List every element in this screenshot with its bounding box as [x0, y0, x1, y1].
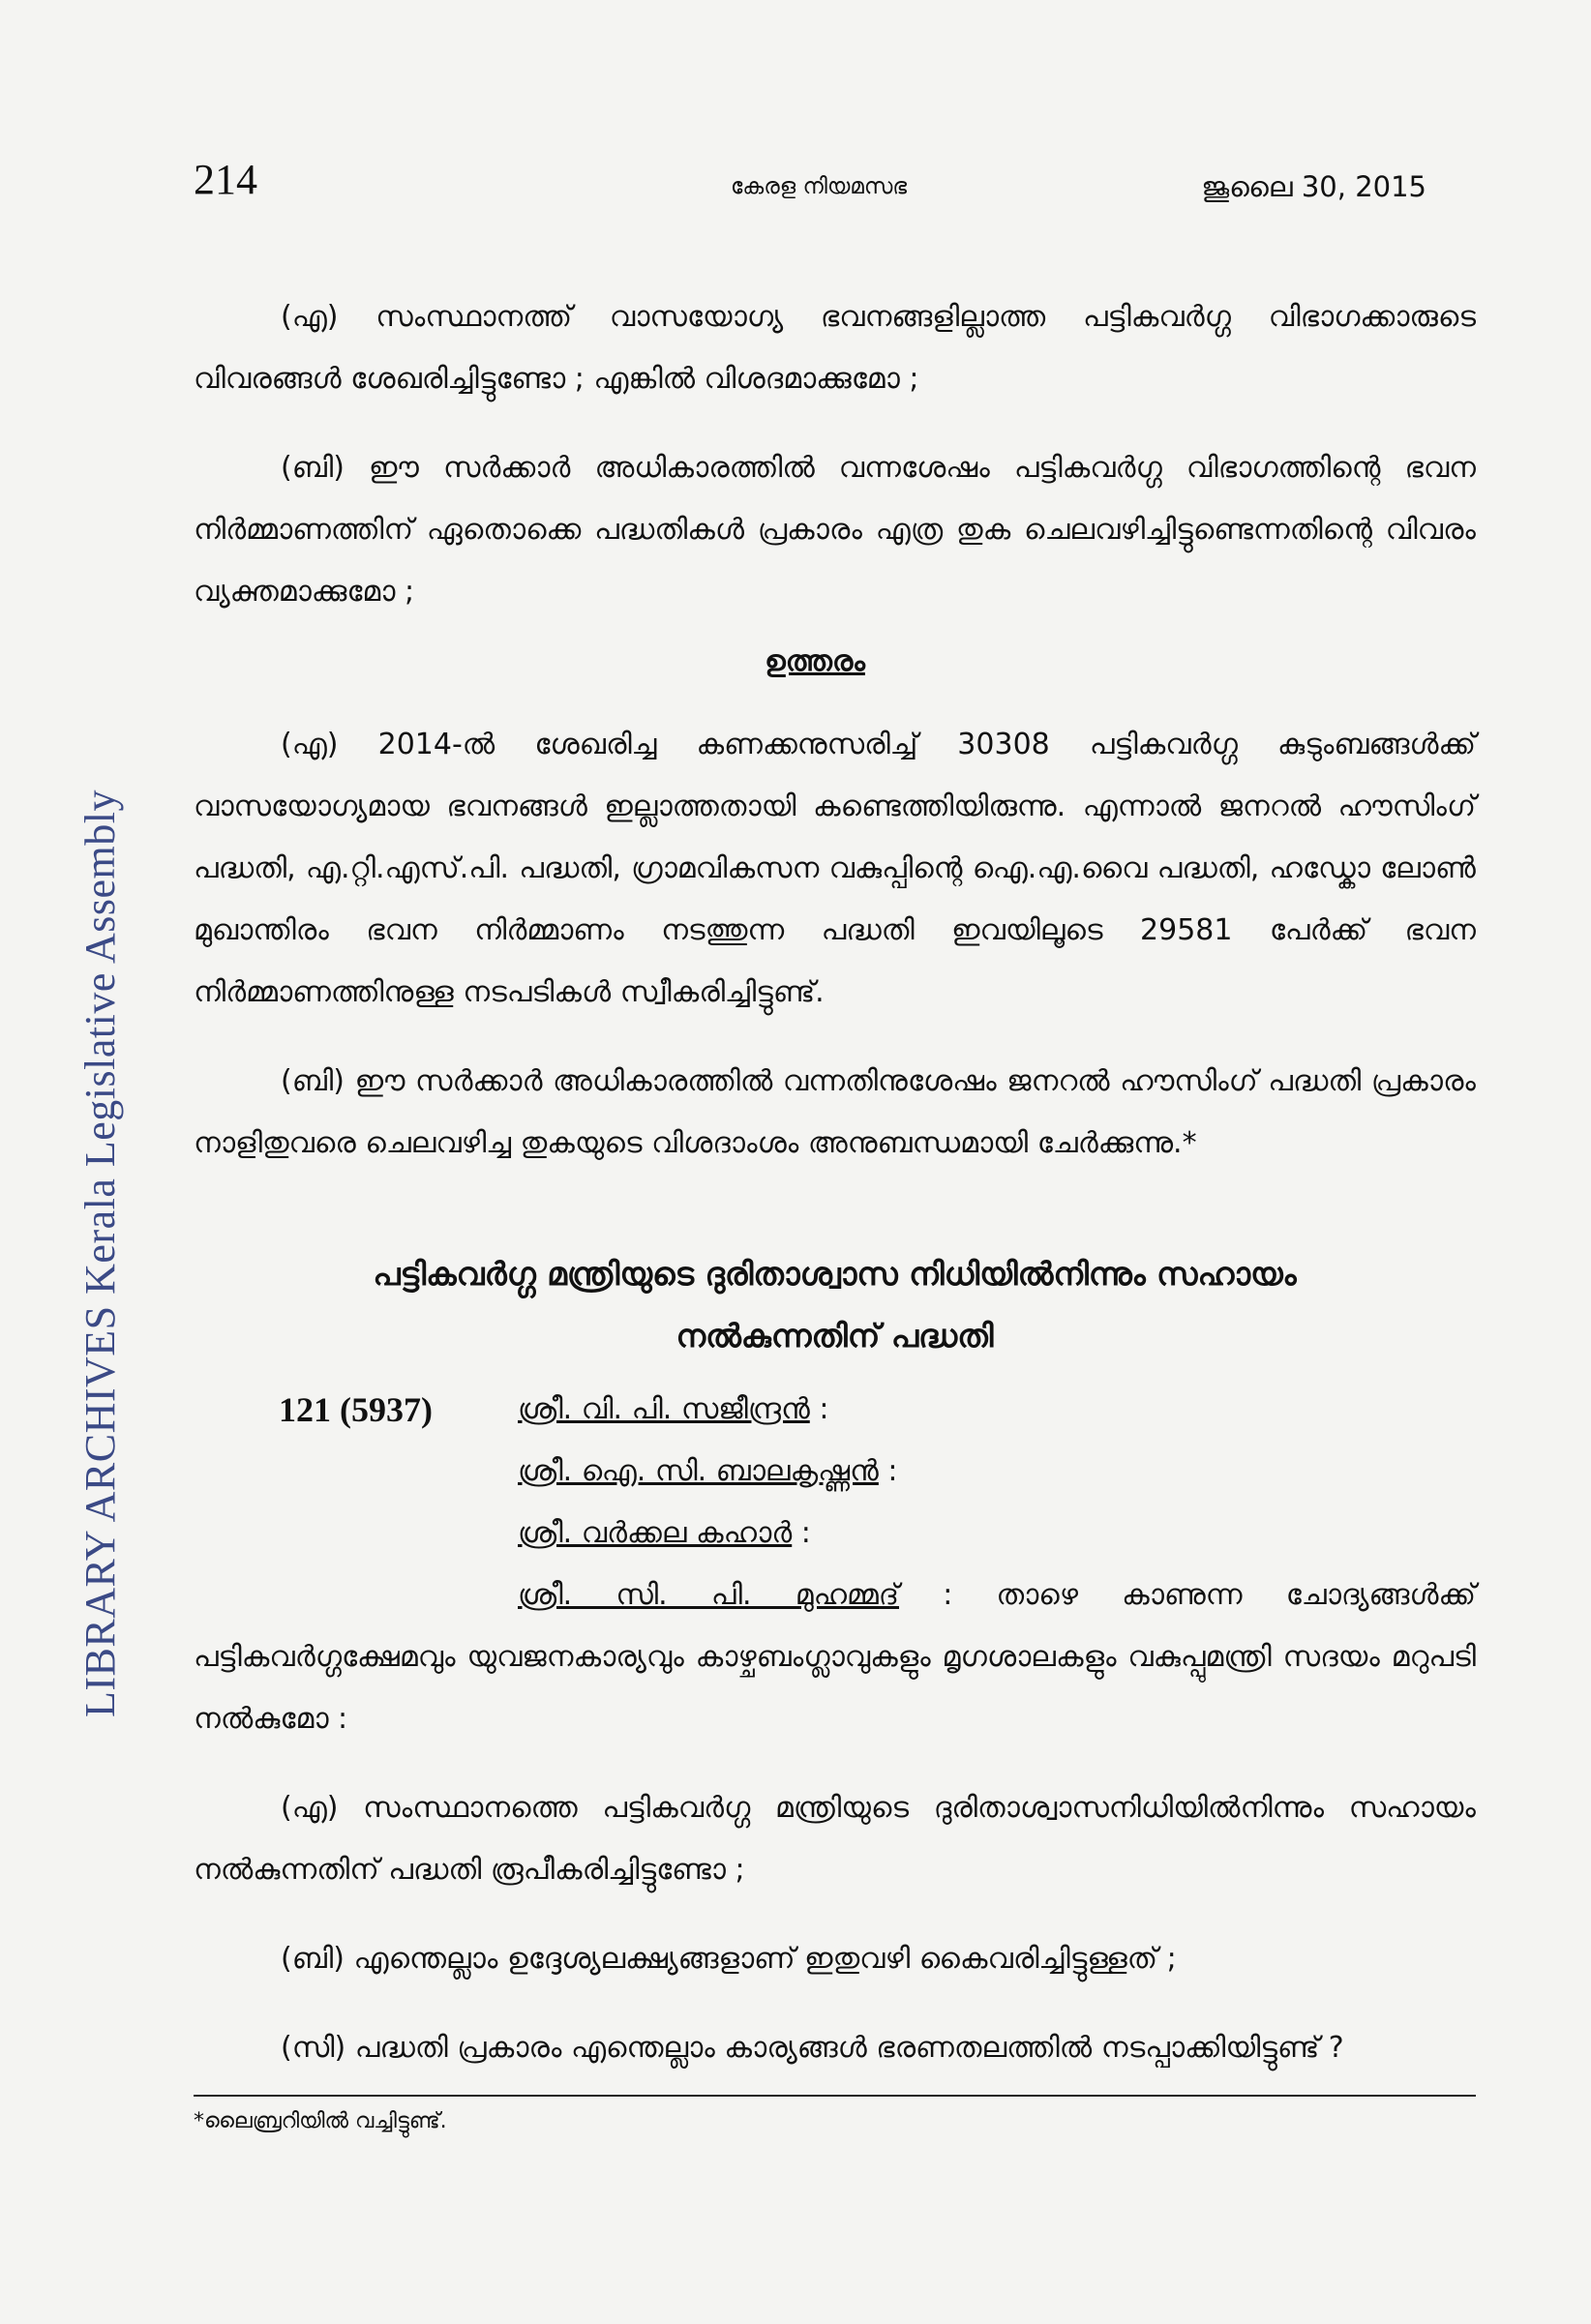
answer-part-a: (എ) 2014-ൽ ശേഖരിച്ച കണക്കനുസരിച്ച് 30308 പട്ടികവർഗ്ഗ കുടുംബങ്ങൾക്ക് വാസയോഗ്യമായ ഭവനങ്ങൾ ഇല്ലാത്തതായി കണ്ടെത്തിയിരുന്നു. എന്നാൽ ജനറൽ ഹൗസിംഗ് പദ്ധതി, എ.റ്റി.എസ്.പി. പദ്ധതി, ഗ്രാമവികസന വകുപ്പിന്റെ ഐ.എ.വൈ പദ്ധതി, ഹഡ്കോ ലോൺ മുഖാന്തിരം ഭവന നിർമ്മാണം നടത്തുന്ന പദ്ധതി ഇവയിലൂടെ 29581 പേർക്ക് ഭവന നിർമ്മാണത്തിനുള്ള നടപടികൾ സ്വീകരിച്ചിട്ടുണ്ട്. [194, 728, 1476, 1009]
answer-part-b: (ബി) ഈ സർക്കാർ അധികാരത്തിൽ വന്നതിനുശേഷം ജനറൽ ഹൗസിംഗ് പദ്ധതി പ്രകാരം നാളിതുവരെ ചെലവഴിച്ച തുകയുടെ വിശദാംശം അനുബന്ധമായി ചേർക്കുന്നു.* [194, 1064, 1476, 1160]
member-2: ശ്രീ. ഐ. സി. ബാലകൃഷ്ണൻ : [518, 1454, 898, 1488]
member-1: ശ്രീ. വി. പി. സജീന്ദ്രൻ : [518, 1392, 829, 1426]
question-intro-rest: : താഴെ കാണുന്ന ചോദ്യങ്ങൾക്ക് പട്ടികവർഗ്ഗക്ഷേമവും യുവജനകാര്യവും കാഴ്ചബംഗ്ലാവുകളും മൃഗശാലകളും വകുപ്പുമന്ത്രി സദയം മറുപടി നൽകുമോ : [194, 1578, 1477, 1736]
question-part-b: (ബി) ഈ സർക്കാർ അധികാരത്തിൽ വന്നശേഷം പട്ടികവർഗ്ഗ വിഭാഗത്തിന്റെ ഭവന നിർമ്മാണത്തിന് ഏതൊക്കെ പദ്ധതികൾ പ്രകാരം എത്ര തുക ചെലവഴിച്ചിട്ടുണ്ടെന്നതിന്റെ വിവരം വ്യക്തമാക്കുമോ ; [194, 451, 1476, 609]
footnote-divider [194, 2095, 1476, 2097]
assembly-name: കേരള നിയമസഭ [731, 174, 908, 199]
member-name: ശ്രീ. വർക്കല കഹാർ [518, 1516, 793, 1550]
question-part-b: (ബി) എന്തെല്ലാം ഉദ്ദേശ്യലക്ഷ്യങ്ങളാണ് ഇതുവഴി കൈവരിച്ചിട്ടുള്ളത് ; [281, 1942, 1177, 1976]
header-date: ജൂലൈ 30, 2015 [1201, 170, 1426, 203]
answer-body [194, 714, 1476, 1202]
question-number: 121 (5937) [279, 1390, 433, 1429]
member-name: ശ്രീ. ഐ. സി. ബാലകൃഷ്ണൻ [518, 1454, 879, 1488]
answer-heading: ഉത്തരം [765, 644, 865, 678]
question-title-line2: നൽകുന്നതിന് പദ്ധതി [675, 1317, 994, 1355]
member-name: ശ്രീ. വി. പി. സജീന്ദ്രൻ [518, 1392, 810, 1426]
page-number: 214 [194, 156, 257, 203]
question-title [194, 1243, 1476, 1367]
question-part-a: (എ) സംസ്ഥാനത്ത് വാസയോഗ്യ ഭവനങ്ങളില്ലാത്ത പട്ടികവർഗ്ഗ വിഭാഗക്കാരുടെ വിവരങ്ങൾ ശേഖരിച്ചിട്ടുണ്ടോ ; എങ്കിൽ വിശദമാക്കുമോ ; [194, 300, 1476, 396]
page-header [194, 155, 1426, 203]
footnote: *ലൈബ്രറിയിൽ വച്ചിട്ടുണ്ട്. [194, 2109, 447, 2133]
question-part-a: (എ) സംസ്ഥാനത്തെ പട്ടികവർഗ്ഗ മന്ത്രിയുടെ ദുരിതാശ്വാസനിധിയിൽനിന്നും സഹായം നൽകുന്നതിന് പദ്ധതി രൂപീകരിച്ചിട്ടുണ്ടോ ; [194, 1791, 1476, 1887]
question-part-c: (സി) പദ്ധതി പ്രകാരം എന്തെല്ലാം കാര്യങ്ങൾ ഭരണതലത്തിൽ നടപ്പാക്കിയിട്ടുണ്ട് ? [281, 2031, 1344, 2065]
last-member-name: ശ്രീ. സി. പി. മുഹമ്മദ് [518, 1578, 900, 1612]
question-intro [194, 1564, 1476, 1750]
question-block [194, 1379, 1476, 2106]
question-title-line1: പട്ടികവർഗ്ഗ മന്ത്രിയുടെ ദുരിതാശ്വാസ നിധിയിൽനിന്നും സഹായം [373, 1255, 1297, 1293]
previous-question-parts [194, 286, 1476, 650]
member-3: ശ്രീ. വർക്കല കഹാർ : [518, 1516, 811, 1550]
library-archives-watermark: LIBRARY ARCHIVES Kerala Legislative Assembly [76, 790, 124, 1717]
